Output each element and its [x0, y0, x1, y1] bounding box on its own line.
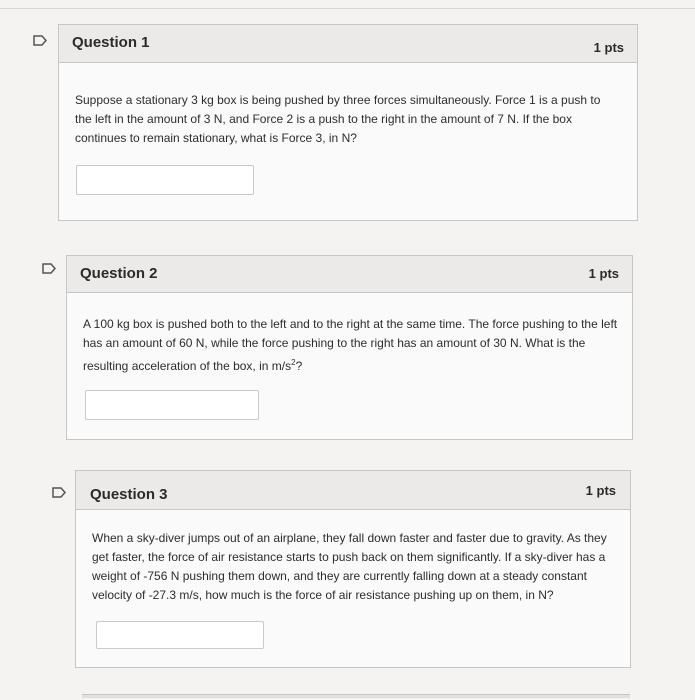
question-header	[76, 471, 630, 510]
question-card	[75, 470, 631, 668]
top-divider	[0, 8, 695, 9]
flag-icon[interactable]	[52, 487, 66, 498]
answer-input[interactable]	[85, 390, 259, 420]
next-question-card-edge	[82, 694, 630, 698]
question-card	[66, 255, 633, 440]
question-card	[58, 24, 638, 221]
question-text: When a sky-diver jumps out of an airplane, they fall down faster and faster due to gravity. As they get faster, the force of air resistance starts to push back on them significantly. If a sky-diver has a weight of -756 N pushing them down, and they are currently falling down at a steady constant velocity of -27.3 m/s, how much is the force of air resistance pushing up on them, in N?	[92, 531, 607, 602]
question-text-main: A 100 kg box is pushed both to the left and to the right at the same time. The force pushing to the left has an amount of 60 N, while the force pushing to the right has an amount of 30 N. What is the resulting acceleration of the box, in m/s	[83, 317, 618, 373]
question-text	[83, 315, 618, 376]
answer-input[interactable]	[76, 165, 254, 195]
question-header	[59, 25, 637, 63]
question-text: Suppose a stationary 3 kg box is being pushed by three forces simultaneously. Force 1 is a push to the left in the amount of 3 N, and Force 2 is a push to the right in the amount of 7 N. If the box continues to remain stationary, what is Force 3, in N?	[75, 93, 601, 145]
question-title: Question 2	[80, 265, 158, 282]
flag-icon[interactable]	[42, 263, 56, 274]
question-points: 1 pts	[585, 483, 616, 498]
flag-icon[interactable]	[33, 35, 47, 46]
question-points: 1 pts	[588, 266, 619, 281]
question-points: 1 pts	[593, 40, 624, 55]
question-text-superscript: 2	[291, 358, 296, 367]
question-header	[67, 256, 632, 293]
answer-input[interactable]	[96, 621, 264, 649]
question-text-end: ?	[295, 359, 303, 373]
question-title: Question 3	[90, 486, 168, 503]
question-title: Question 1	[72, 34, 150, 51]
